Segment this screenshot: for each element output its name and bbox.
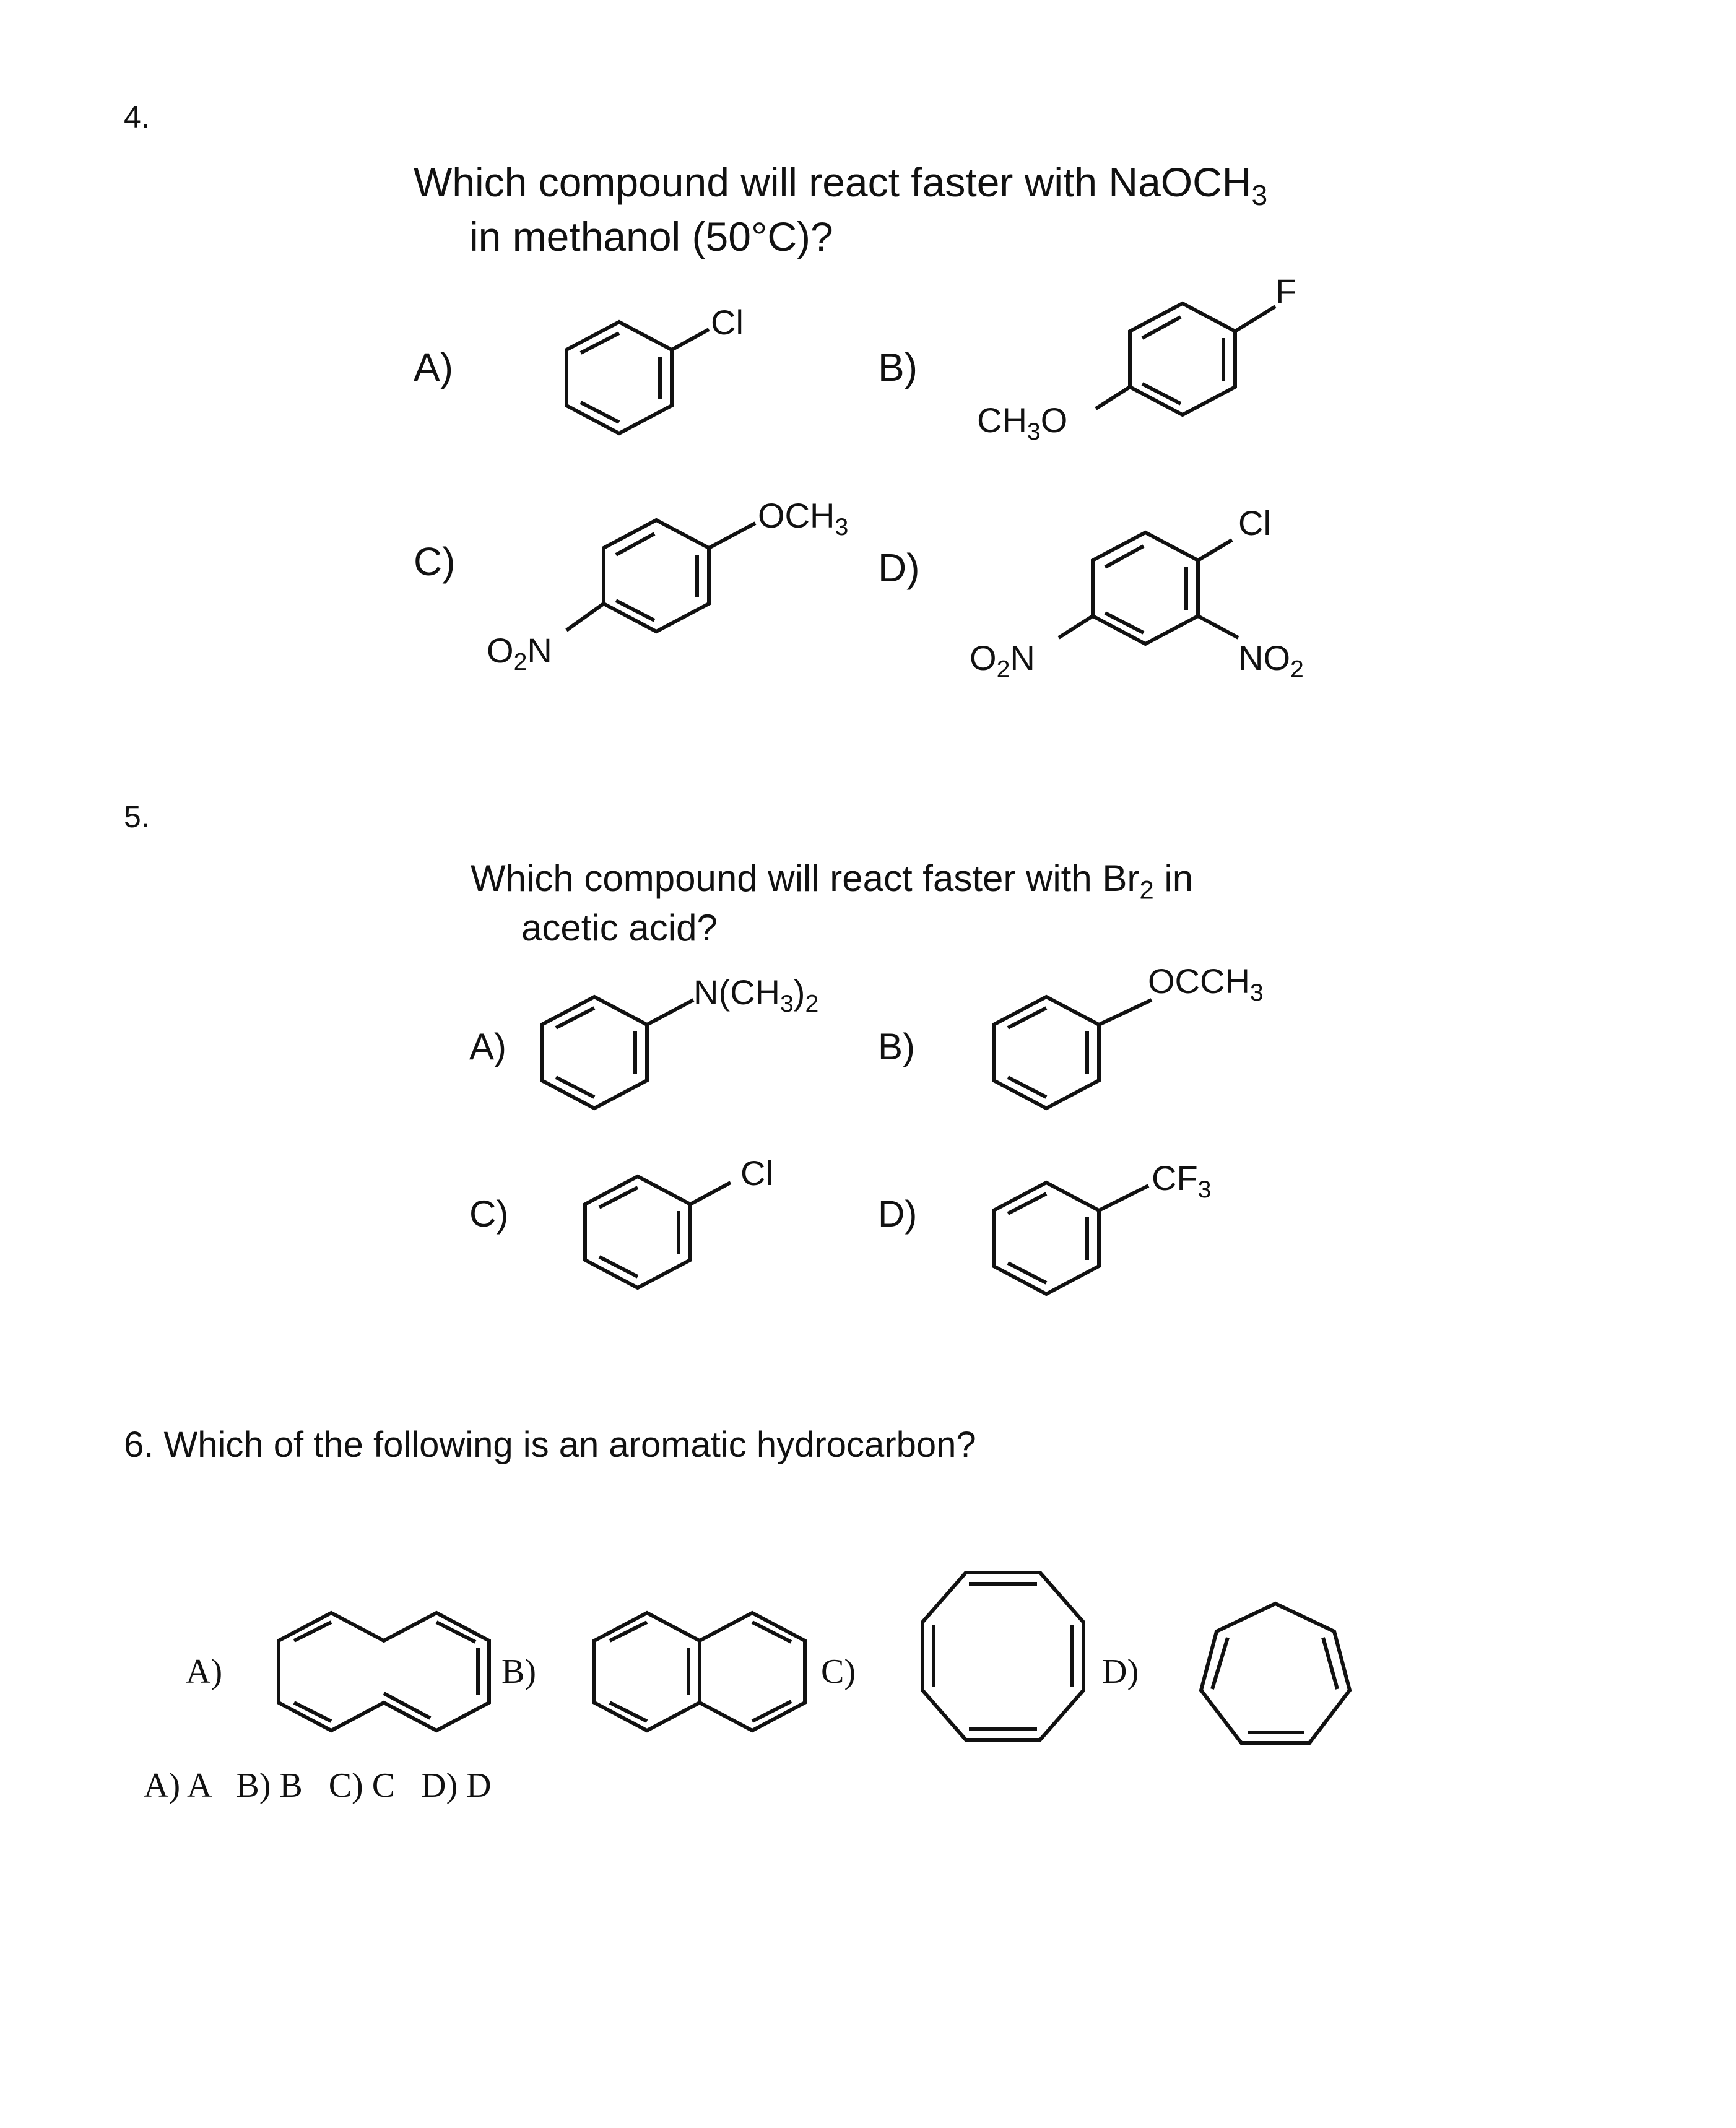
q5-option-d-label: D) xyxy=(878,1193,918,1235)
q4-d-no2-substituent: $NO_2$ xyxy=(1238,638,1304,683)
q5-option-c-label: C) xyxy=(469,1193,509,1235)
q5-a-nme2-substituent: $N(CH_3)_2$ xyxy=(693,973,819,1017)
question-5-text: Which compound will react faster with $Br_2$ in xyxy=(471,858,1194,905)
q4-b-ch3o-substituent: $CH_3O$ xyxy=(977,401,1068,445)
q4-a-chlorobenzene-structure xyxy=(557,316,718,452)
q6-option-c-label: C) xyxy=(821,1652,856,1691)
question-4-text-line1: Which compound will react faster with NaOCH xyxy=(414,159,1252,205)
q4-c-o2n-substituent: $O_2N$ xyxy=(487,631,552,675)
q4-c-och3-substituent: $OCH_3$ xyxy=(758,496,849,541)
q6-a-cyclodecapentaene-structure xyxy=(272,1604,495,1752)
q5-c-cl-substituent: Cl xyxy=(740,1153,773,1192)
q4-a-cl-substituent: Cl xyxy=(711,303,744,342)
q4-option-a-label: A) xyxy=(414,345,453,389)
q6-option-a-label: A) xyxy=(186,1652,223,1691)
question-4-text-line2: in methanol (50°C)? xyxy=(469,214,833,259)
question-4-number: 4. xyxy=(124,100,150,134)
q5-option-b-label: B) xyxy=(878,1026,915,1067)
question-6-text: 6. Which of the following is an aromatic hydrocarbon? xyxy=(124,1425,976,1465)
q4-option-b-label: B) xyxy=(878,345,918,389)
q5-b-occh3-substituent: $OCCH_3$ xyxy=(1148,962,1264,1006)
q6-option-b-label: B) xyxy=(501,1652,536,1691)
question-5-number: 5. xyxy=(124,799,150,834)
q4-d-o2n-substituent: $O_2N$ xyxy=(970,638,1035,683)
q4-d-cl-substituent: Cl xyxy=(1238,503,1271,542)
question-5-text-line2: acetic acid? xyxy=(521,907,718,949)
q5-c-chlorobenzene-structure xyxy=(576,1164,762,1313)
q4-option-d-label: D) xyxy=(878,545,920,590)
q5-d-trifluorotoluene-structure xyxy=(984,1170,1170,1319)
q5-option-a-label: A) xyxy=(469,1026,506,1067)
question-4-text-subscript: 3 xyxy=(1251,178,1268,211)
q5-b-acetophenone-structure xyxy=(984,984,1170,1133)
q5-a-dimethylaniline-structure xyxy=(532,984,718,1133)
q4-b-fluoroanisole-structure xyxy=(1052,272,1300,446)
q5-d-cf3-substituent: $CF_3$ xyxy=(1152,1158,1212,1203)
q6-c-cyclooctatetraene-structure xyxy=(916,1566,1090,1752)
question-4-text xyxy=(414,156,1268,211)
q6-option-d-label: D) xyxy=(1102,1652,1139,1691)
q4-c-nitroanisole-structure xyxy=(532,508,780,681)
q4-b-f-substituent: F xyxy=(1275,272,1297,311)
q6-b-naphthalene-structure xyxy=(588,1604,811,1752)
q6-d-cycloheptatriene-structure xyxy=(1195,1597,1356,1758)
q4-option-c-label: C) xyxy=(414,539,456,584)
q6-answer-choices: A) A B) B C) C D) D xyxy=(144,1766,492,1805)
